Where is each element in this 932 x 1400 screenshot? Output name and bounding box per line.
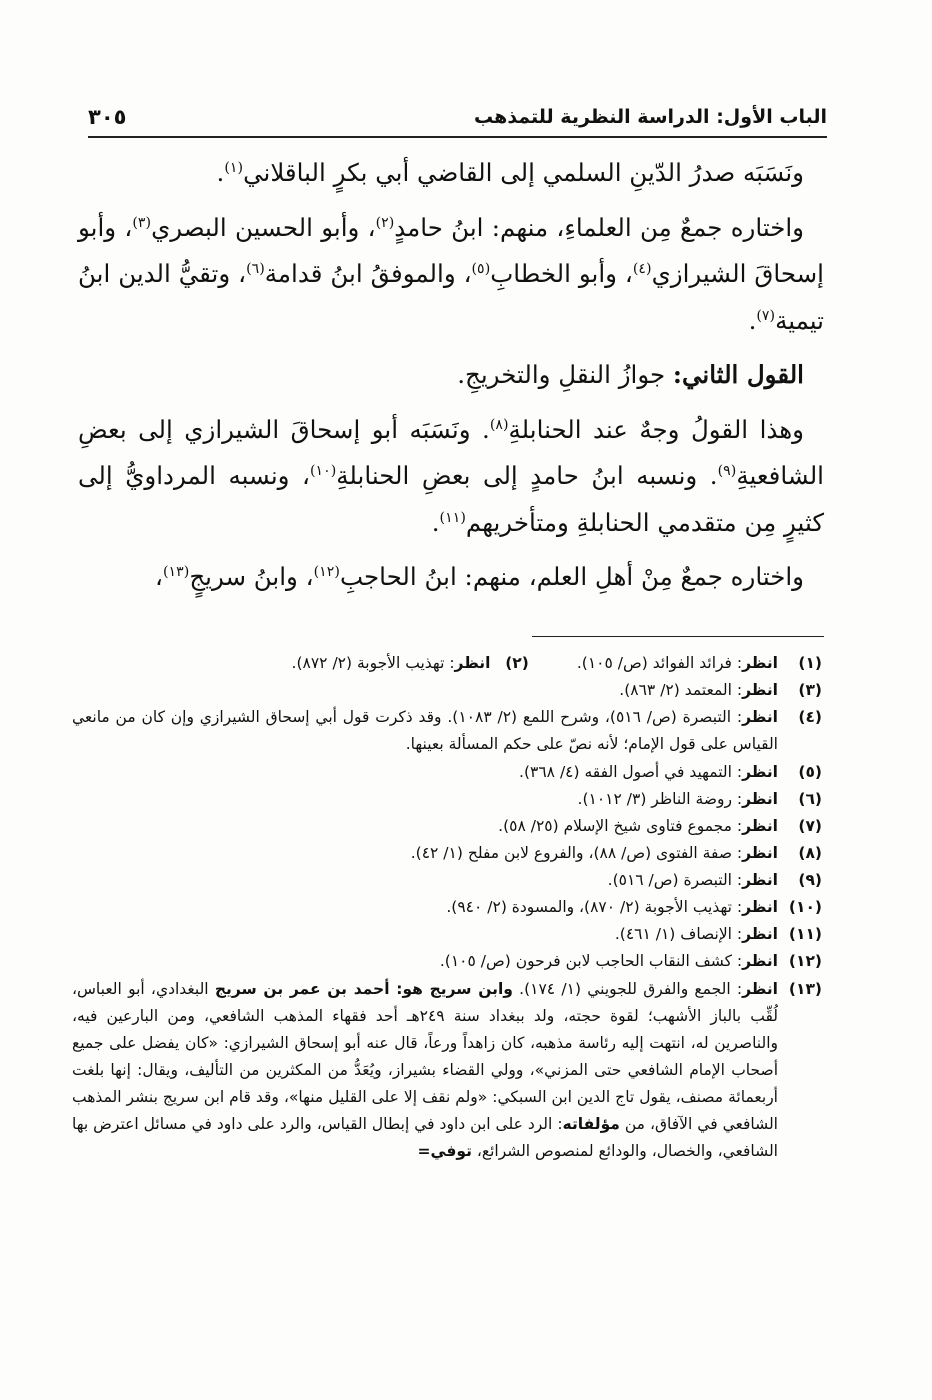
footnote-7: (٧) انظر: مجموع فتاوى شيخ الإسلام (٢٥/ ٥٨).: [72, 813, 822, 840]
footnote-ref: (٧): [756, 307, 776, 324]
footnote-ref: (١١): [439, 509, 466, 526]
footnote-ref: (٢): [375, 214, 395, 231]
paragraph-5: واختاره جمعٌ مِنْ أهلِ العلم، منهم: ابنُ الحاجبِ$^{(١٢)}$، وابنُ سريجٍ$^{(١٣)}$،: [155, 562, 804, 592]
footnote-4: (٤) انظر: التبصرة (ص/ ٥١٦)، وشرح اللمع (٢/ ١٠٨٣). وقد ذكرت قول أبي إسحاق الشيرازي وإن كان من مانعي القياس على قول الإمام؛ لأنه نصّ على حكم المسألة بعينها.: [72, 704, 822, 758]
footnote-9: (٩) انظر: التبصرة (ص/ ٥١٦).: [72, 867, 822, 894]
footnote-8: (٨) انظر: صفة الفتوى (ص/ ٨٨)، والفروع لابن مفلح (١/ ٤٢).: [72, 840, 822, 867]
section-label: القول الثاني:: [672, 360, 804, 390]
footnote-number: (١٠): [788, 898, 822, 917]
footnote-1-2: (١) انظر: فرائد الفوائد (ص/ ١٠٥).(٢) انظر: تهذيب الأجوبة (٢/ ٨٧٢).: [72, 650, 822, 677]
footnote-ref: (٦): [246, 260, 265, 277]
main-text: [78, 150, 824, 609]
footnote-ref: (٣): [132, 214, 152, 231]
footnote-number: (٩): [798, 871, 822, 889]
footnote-number: (٣): [798, 681, 822, 700]
paragraph-1: ونَسَبَه صدرُ الدّينِ السلمي إلى القاضي أبي بكرٍ الباقلاني$^{(١)}$.: [216, 158, 804, 187]
footnote-ref: (٨): [489, 416, 509, 433]
footnote-6: (٦) انظر: روضة الناظر (٣/ ١٠١٢).: [72, 786, 822, 813]
footnote-13: (١٣) انظر: الجمع والفرق للجويني (١/ ١٧٤). وابن سريج هو: أحمد بن عمر بن سريج البغدادي، أبو العباس، لُقِّب بالباز الأشهب؛ لقوة حجته، ولد ببغداد سنة ٢٤٩هـ أحد فقهاء المذهب الشافعي، ومن البارعين فيه، والناصرين له، انتهت إليه رئاسة مذهبه، كان زاهداً ورعاً، قال عنه أبو إسحاق الشيرازي: «كان يفضل على جميع أصحاب الإمام الشافعي حتى المزني»، وولي القضاء بشيراز، ويُعَدُّ من المكثرين من التأليف، ويقال: إنها بلغت أربعمائة مصنف، يقول تاج الدين ابن السبكي: «ولم نقف إلا على القليل منها»، وقد قام ابن سريج بنشر المذهب الشافعي في الآفاق، من مؤلفاته: الرد على ابن داود في إبطال القياس، والرد على داود في مسائل اعترض بها الشافعي، والخصال، والودائع لمنصوص الشرائع، توفي=: [72, 976, 822, 1166]
page-number: ٣٠٥: [88, 105, 127, 129]
footnote-number: (٤): [798, 708, 822, 727]
footnote-number: (١): [798, 654, 822, 672]
running-title: الباب الأول: الدراسة النظرية للتمذهب: [474, 106, 827, 128]
footnote-separator: [532, 636, 824, 637]
page-header: [88, 98, 827, 138]
paragraph-3: القول الثاني: جوازُ النقلِ والتخريجِ.: [457, 360, 804, 390]
footnote-number: (١٣): [788, 979, 822, 998]
footnote-ref: (١٠): [309, 463, 337, 480]
footnote-number: (٦): [798, 789, 822, 808]
footnote-number: (٥): [798, 762, 822, 781]
footnote-ref: (١٢): [313, 564, 340, 581]
footnotes: [72, 650, 822, 1165]
footnote-ref: (٥): [471, 260, 491, 277]
footnote-10: (١٠) انظر: تهذيب الأجوبة (٢/ ٨٧٠)، والمسودة (٢/ ٩٤٠).: [72, 894, 822, 921]
footnote-number: (١١): [788, 925, 822, 944]
footnote-ref: (١): [224, 159, 244, 176]
footnote-number: (٢): [505, 654, 529, 672]
footnote-ref: (٩): [717, 463, 737, 480]
footnote-number: (١٢): [788, 952, 822, 971]
footnote-number: (٨): [798, 843, 822, 862]
paragraph-2: واختاره جمعٌ مِن العلماءِ، منهم: ابنُ حامدٍ$^{(٢)}$، وأبو الحسين البصري$^{(٣)}$، وأبو إسحاقَ الشيرازي$^{(٤)}$، وأبو الخطابِ$^{(٥)}$، والموفقُ ابنُ قدامة$^{(٦)}$، وتقيُّ الدين ابنُ تيمية$^{(٧)}$.: [78, 212, 824, 335]
footnote-ref: (١٣): [162, 564, 190, 581]
footnote-11: (١١) انظر: الإنصاف (١/ ٤٦١).: [72, 921, 822, 948]
footnote-number: (٧): [798, 816, 822, 835]
footnote-5: (٥) انظر: التمهيد في أصول الفقه (٤/ ٣٦٨).: [72, 759, 822, 786]
paragraph-4: وهذا القولُ وجهٌ عند الحنابلةِ$^{(٨)}$. ونَسَبَه أبو إسحاقَ الشيرازي إلى بعضِ الشافعيةِ$^{(٩)}$. ونسبه ابنُ حامدٍ إلى بعضِ الحنابلةِ$^{(١٠)}$، ونسبه المرداويُّ إلى كثيرٍ مِن متقدمي الحنابلةِ ومتأخريهم$^{(١١)}$.: [78, 414, 824, 537]
footnote-ref: (٤): [632, 260, 652, 277]
footnote-3: (٣) انظر: المعتمد (٢/ ٨٦٣).: [72, 677, 822, 704]
footnote-12: (١٢) انظر: كشف النقاب الحاجب لابن فرحون (ص/ ١٠٥).: [72, 948, 822, 975]
